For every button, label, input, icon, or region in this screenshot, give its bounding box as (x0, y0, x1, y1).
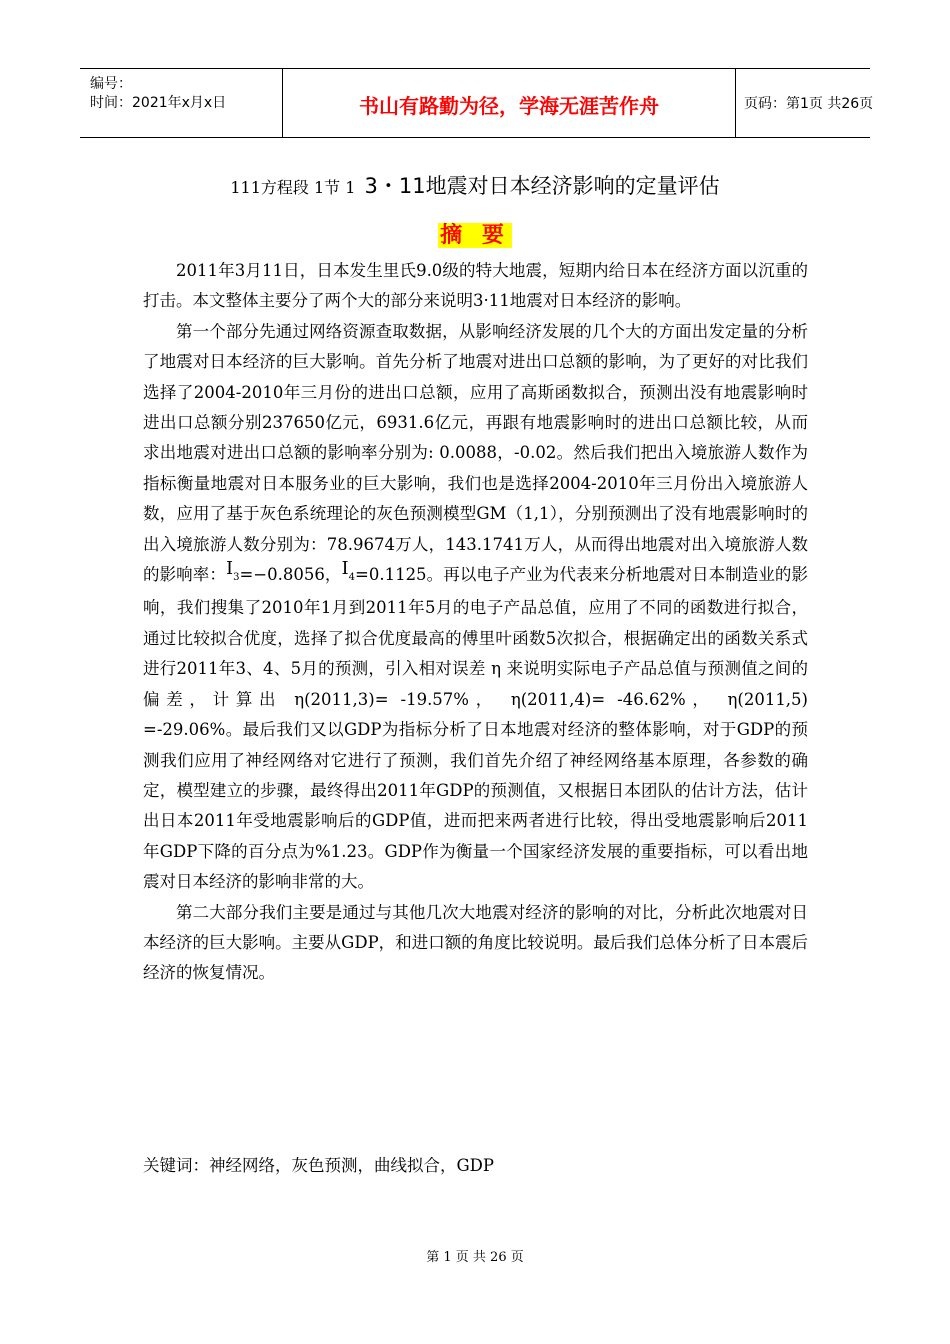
header-meta-cell (80, 69, 282, 137)
keywords (143, 1152, 494, 1176)
abstract-heading (0, 218, 950, 249)
i3-symbol: I (225, 558, 234, 580)
i3-value: =−0.8056， (239, 565, 342, 585)
document-header (80, 68, 874, 138)
paragraph-2-part-b: 。再以电子产业为代表来分析地震对日本制造业的影响，我们搜集了2010年1月到2011年5月的电子产品总值，应用了不同的函数进行拟合，通过比较拟合优度，选择了拟合优度最高的傅里叶函数5次拟合，根据确定出的函数关系式进行2011年3、4、5月的预测，引入相对误差 η 来说明实际电子产品总值与预测值之间的偏差，计算出 η(2011,3)= -19.57%， η(2011,4)= -46.62%， η(2011,5) =-29.06%。最后我们又以GDP为指标分析了日本地震对经济的整体影响，对于GDP的预测我们应用了神经网络对它进行了预测，我们首先介绍了神经网络基本原理，各参数的确定，模型建立的步骤，最终得出2011年GDP的预测值，又根据日本团队的估计方法，估计出日本2011年受地震影响后的GDP值，进而把来两者进行比较，得出受地震影响后2011年GDP下降的百分点为%1.23。GDP作为衡量一个国家经济发展的重要指标，可以看出地震对日本经济的影响非常的大。 (143, 565, 809, 892)
header-page-cell (736, 69, 874, 137)
paragraph-2 (143, 317, 808, 898)
document-title (0, 170, 950, 200)
header-page-info: 页码：第1页 共26页 (744, 96, 874, 112)
i4-symbol: I (341, 558, 349, 580)
header-motto: 书山有路勤为径，学海无涯苦作舟 (359, 94, 659, 118)
abstract-body (143, 256, 808, 989)
keywords-label: 关键词： (143, 1156, 209, 1175)
page-footer: 第 1 页 共 26 页 (426, 1250, 524, 1265)
paragraph-3: 第二大部分我们主要是通过与其他几次大地震对经济的影响的对比，分析此次地震对日本经济的巨大影响。主要从GDP，和进口额的角度比较说明。最后我们总体分析了日本震后经济的恢复情况。 (143, 902, 808, 983)
i4-formula (341, 558, 427, 585)
i3-formula (225, 558, 342, 585)
i4-subscript: 4 (348, 572, 355, 584)
i4-value: =0.1125 (355, 565, 427, 585)
document-number: 编号： (90, 76, 132, 92)
keywords-value: 神经网络，灰色预测，曲线拟合，GDP (209, 1156, 495, 1175)
title-prefix: 111方程段 1节 1 (230, 178, 356, 197)
title-main: 3・11地震对日本经济影响的定量评估 (364, 174, 720, 198)
header-motto-cell (282, 69, 736, 137)
paragraph-2-part-a: 第一个部分先通过网络资源查取数据，从影响经济发展的几个大的方面出发定量的分析了地震对日本经济的巨大影响。首先分析了地震对进出口总额的影响，为了更好的对比我们选择了2004-2010年三月份的进出口总额，应用了高斯函数拟合，预测出没有地震影响时进出口总额分别237650亿元，6931.6亿元，再跟有地震影响时的进出口总额比较，从而求出地震对进出口总额的影响率分别为: 0.0088，-0.02。然后我们把出入境旅游人数作为指标衡量地震对日本服务业的巨大影响，我们也是选择2004-2010年三月份出入境旅游人数，应用了基于灰色系统理论的灰色预测模型GM（1,1），分别预测出了没有地震影响时的出入境旅游人数分别为：78.9674万人，143.1741万人，从而得出地震对出入境旅游人数的影响率： (143, 321, 808, 585)
i3-subscript: 3 (233, 572, 240, 584)
document-time: 时间：2021年x月x日 (90, 95, 227, 111)
paragraph-1: 2011年3月11日，日本发生里氏9.0级的特大地震，短期内给日本在经济方面以沉重的打击。本文整体主要分了两个大的部分来说明3·11地震对日本经济的影响。 (143, 261, 808, 311)
abstract-heading-text: 摘 要 (440, 223, 510, 248)
